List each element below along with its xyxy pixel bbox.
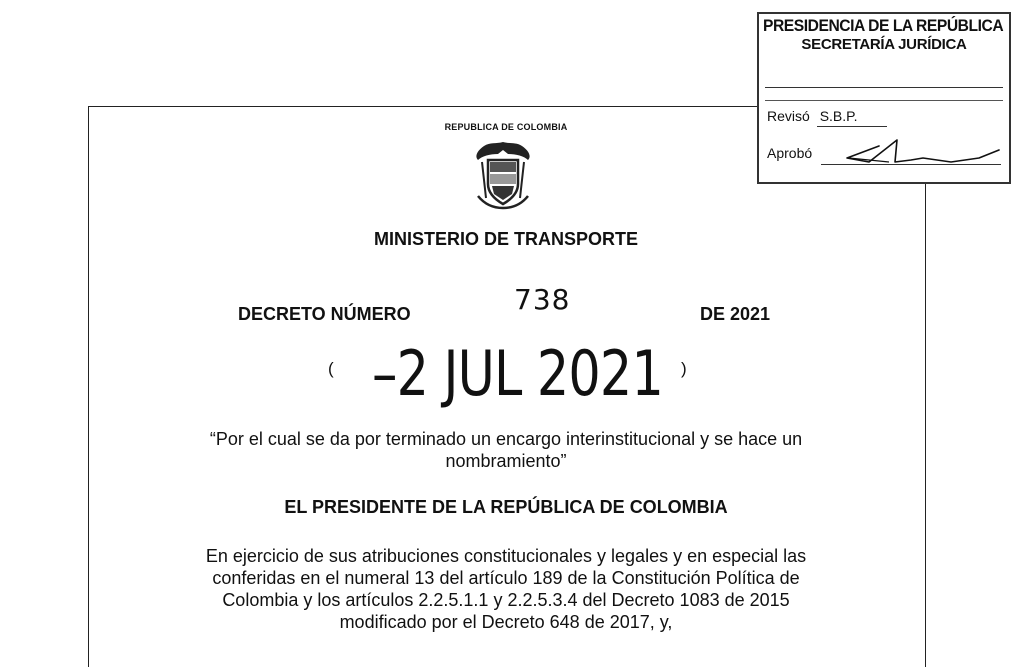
- decree-year: DE 2021: [700, 304, 771, 324]
- preamble: [88, 545, 924, 633]
- decree-number: 738: [514, 283, 571, 316]
- reviso-label: Revisó: [767, 108, 810, 124]
- preamble-line-3: Colombia y los artículos 2.2.5.1.1 y 2.2.5.3.4 del Decreto 1083 de 2015: [222, 590, 790, 610]
- coat-of-arms-icon: [468, 138, 538, 210]
- authority-heading: EL PRESIDENTE DE LA REPÚBLICA DE COLOMBIA: [284, 497, 728, 517]
- date-paren-open: (: [328, 359, 334, 378]
- country-heading: REPUBLICA DE COLOMBIA: [444, 122, 568, 132]
- preamble-line-1: En ejercicio de sus atribuciones constitucionales y legales y en especial las: [205, 546, 807, 566]
- stamp-secretaria: SECRETARÍA JURÍDICA: [801, 36, 967, 53]
- preamble-line-4: modificado por el Decreto 648 de 2017, y,: [339, 612, 673, 632]
- decree-number-label: DECRETO NÚMERO: [238, 304, 411, 324]
- decree-date-stamp: –2 JUL 2021: [372, 337, 663, 410]
- decree-title: [88, 428, 924, 472]
- stamp-divider-2: [765, 100, 1003, 101]
- approval-stamp: [757, 12, 1011, 184]
- ministry-heading: MINISTERIO DE TRANSPORTE: [373, 229, 638, 249]
- preamble-line-2: conferidas en el numeral 13 del artículo 189 de la Constitución Política de: [212, 568, 800, 588]
- stamp-aprobo: Aprobó: [767, 145, 813, 161]
- date-paren-close: ): [681, 359, 687, 378]
- stamp-divider: [765, 87, 1003, 88]
- decree-title-line-1: “Por el cual se da por terminado un encargo interinstitucional y se hace un: [209, 429, 803, 449]
- decree-title-line-2: nombramiento”: [445, 451, 567, 471]
- stamp-presidencia: PRESIDENCIA DE LA REPÚBLICA: [763, 16, 1004, 35]
- reviso-initials: S.B.P.: [819, 108, 858, 124]
- handwritten-signature: [839, 132, 1009, 176]
